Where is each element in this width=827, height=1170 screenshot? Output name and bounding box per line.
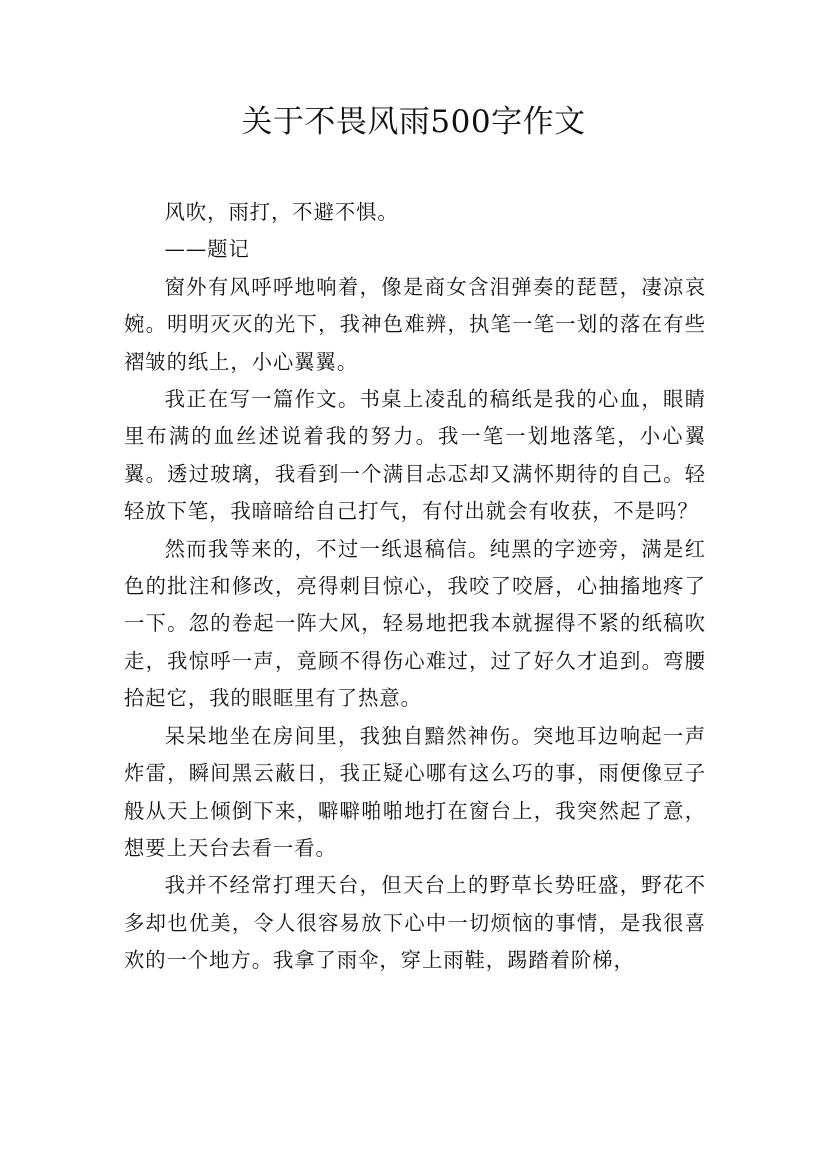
paragraph: 呆呆地坐在房间里，我独自黯然神伤。突地耳边响起一声炸雷，瞬间黑云蔽日，我正疑心哪有这么巧的事，雨便像豆子般从天上倾倒下来，噼噼啪啪地打在窗台上，我突然起了意，想要上天台去看一看。	[124, 723, 706, 860]
document-title: 关于不畏风雨500字作文	[241, 104, 586, 140]
paragraph: 我并不经常打理天台，但天台上的野草长势旺盛，野花不多却也优美，令人很容易放下心中一切烦恼的事情，是我很喜欢的一个地方。我拿了雨伞，穿上雨鞋，踢踏着阶梯，	[124, 873, 706, 973]
paragraph: 然而我等来的，不过一纸退稿信。纯黑的字迹旁，满是红色的批注和修改，亮得刺目惊心，我咬了咬唇，心抽搐地疼了一下。忽的卷起一阵大风，轻易地把我本就握得不紧的纸稿吹走，我惊呼一声，竟顾不得伤心难过，过了好久才追到。弯腰拾起它，我的眼眶里有了热意。	[124, 536, 706, 711]
document-body	[124, 194, 706, 980]
epigraph-line: 风吹，雨打，不避不惧。	[164, 200, 399, 224]
paragraph: 窗外有风呼呼地响着，像是商女含泪弹奏的琵琶，凄凉哀婉。明明灭灭的光下，我神色难辨，执笔一笔一划的落在有些褶皱的纸上，小心翼翼。	[124, 274, 706, 374]
epigraph-attribution: ——题记	[164, 237, 250, 262]
paragraph: 我正在写一篇作文。书桌上凌乱的稿纸是我的心血，眼睛里布满的血丝述说着我的努力。我一笔一划地落笔，小心翼翼。透过玻璃，我看到一个满目忐忑却又满怀期待的自己。轻轻放下笔，我暗暗给自己打气，有付出就会有收获，不是吗？	[124, 387, 706, 524]
